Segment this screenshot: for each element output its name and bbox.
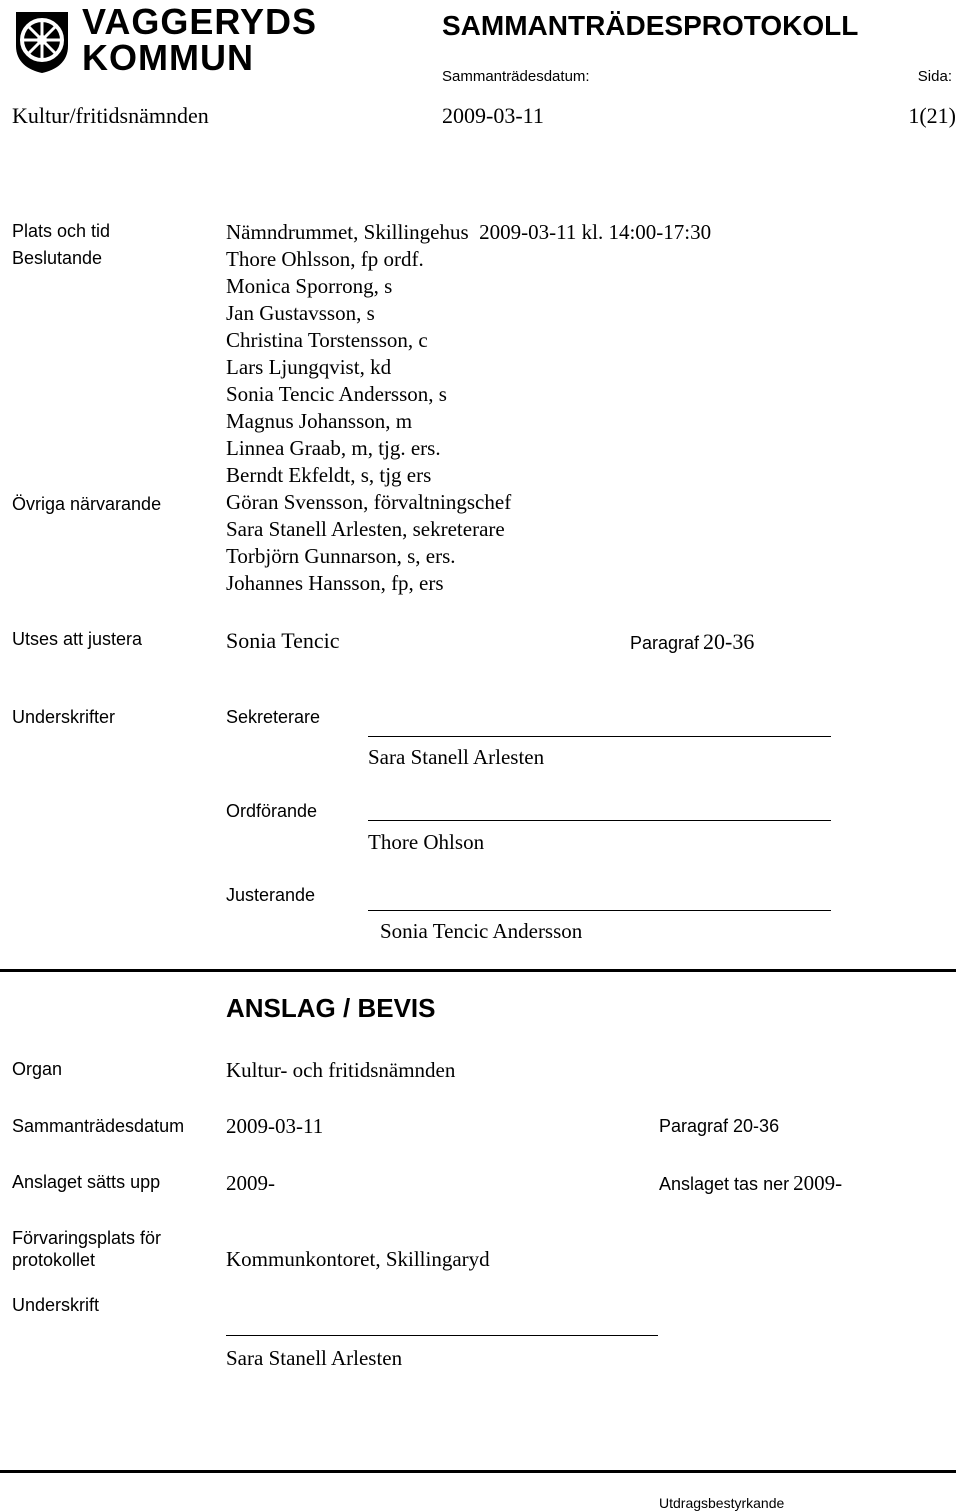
page-field-label: Sida: xyxy=(917,68,952,85)
list-item: Magnus Johansson, m xyxy=(226,409,413,433)
justerande-label: Justerande xyxy=(226,885,316,905)
secretary-label: Sekreterare xyxy=(226,707,321,727)
list-item: Thore Ohlsson, fp ordf. xyxy=(226,247,424,271)
deciding-label: Beslutande xyxy=(12,248,103,268)
list-item: Lars Ljungqvist, kd xyxy=(226,355,392,379)
secretary-name: Sara Stanell Arlesten xyxy=(368,745,545,769)
section-divider xyxy=(0,969,956,972)
organ-value: Kultur- och fritidsnämnden xyxy=(226,1058,456,1082)
list-item: Göran Svensson, förvaltningschef xyxy=(226,490,512,514)
storage-value: Kommunkontoret, Skillingaryd xyxy=(226,1247,490,1271)
place-time-label: Plats och tid xyxy=(12,221,111,241)
list-item: Christina Torstensson, c xyxy=(226,328,428,352)
paragraph-label: Paragraf xyxy=(630,633,700,653)
paragraph-ref xyxy=(630,628,754,655)
notice-paragraph: Paragraf 20-36 xyxy=(659,1116,780,1136)
committee-name: Kultur/fritidsnämnden xyxy=(12,103,209,128)
posted-label: Anslaget sätts upp xyxy=(12,1172,161,1192)
date-field-label: Sammanträdesdatum: xyxy=(442,68,590,85)
footer-divider xyxy=(0,1470,956,1473)
storage-label-line2: protokollet xyxy=(12,1250,96,1270)
signature-label: Underskrift xyxy=(12,1295,100,1315)
deciding-list xyxy=(226,246,511,597)
removed-value: 2009- xyxy=(793,1171,843,1195)
notice-title: ANSLAG / BEVIS xyxy=(226,993,436,1023)
chair-signature-line xyxy=(368,820,831,821)
adjuster-signature-line xyxy=(368,910,831,911)
footer-text: Utdragsbestyrkande xyxy=(659,1495,785,1511)
list-item: Monica Sporrong, s xyxy=(226,274,393,298)
notice-date-label: Sammanträdesdatum xyxy=(12,1116,185,1136)
page-number: 1(21) xyxy=(908,103,956,128)
org-name-line2: KOMMUN xyxy=(82,37,254,78)
list-item: Johannes Hansson, fp, ers xyxy=(226,571,444,595)
chair-label: Ordförande xyxy=(226,801,318,821)
chair-name: Thore Ohlson xyxy=(368,830,485,854)
removed-field xyxy=(659,1170,842,1197)
posted-value: 2009- xyxy=(226,1171,275,1195)
adjuster-label: Utses att justera xyxy=(12,629,143,649)
org-name-line1: VAGGERYDS xyxy=(82,1,318,42)
removed-label: Anslaget tas ner xyxy=(659,1174,790,1194)
list-item: Linnea Graab, m, tjg. ers. xyxy=(226,436,441,460)
others-present-label: Övriga närvarande xyxy=(12,494,162,514)
adjuster-name: Sonia Tencic Andersson xyxy=(380,919,583,943)
list-item: Jan Gustavsson, s xyxy=(226,301,375,325)
adjuster-value: Sonia Tencic xyxy=(226,628,340,653)
organ-label: Organ xyxy=(12,1059,63,1079)
document-title: SAMMANTRÄDESPROTOKOLL xyxy=(442,10,859,41)
storage-label-line1: Förvaringsplats för xyxy=(12,1228,162,1248)
secretary-signature-line xyxy=(368,736,831,737)
notice-date-value: 2009-03-11 xyxy=(226,1114,324,1138)
notice-signature-line xyxy=(226,1335,658,1336)
place-time-value: Nämndrummet, Skillingehus 2009-03-11 kl. 14:00-17:30 xyxy=(226,220,712,244)
list-item: Sonia Tencic Andersson, s xyxy=(226,382,447,406)
list-item: Berndt Ekfeldt, s, tjg ers xyxy=(226,463,432,487)
list-item: Torbjörn Gunnarson, s, ers. xyxy=(226,544,456,568)
municipality-logo-icon xyxy=(12,6,72,74)
signatures-label: Underskrifter xyxy=(12,707,116,727)
meeting-date: 2009-03-11 xyxy=(442,103,544,128)
list-item: Sara Stanell Arlesten, sekreterare xyxy=(226,517,505,541)
paragraph-value: 20-36 xyxy=(703,629,755,654)
notice-signature-name: Sara Stanell Arlesten xyxy=(226,1346,403,1370)
